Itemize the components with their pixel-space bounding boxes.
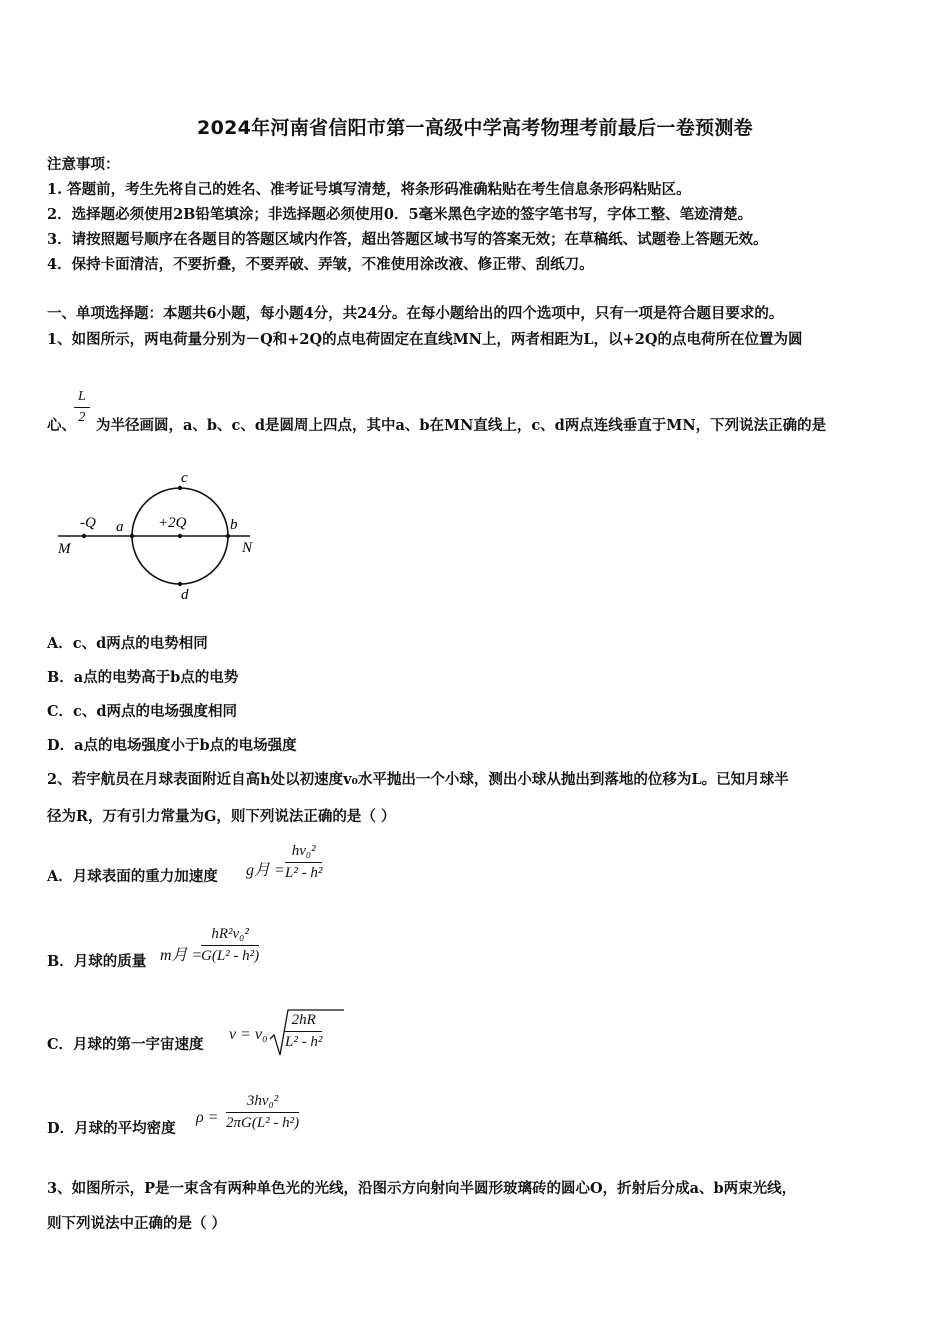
q2-option-d-fraction (226, 1093, 299, 1132)
label-n: N (242, 540, 253, 556)
q1-option-a: A．c、d两点的电势相同 (47, 635, 208, 652)
label-d: d (181, 587, 189, 603)
q1-option-c: C．c、d两点的电场强度相同 (47, 703, 238, 720)
label-m: M (58, 541, 71, 557)
q1-option-d: D．a点的电场强度小于b点的电场强度 (47, 737, 297, 754)
q2-stem-line1: 2、若宇航员在月球表面附近自高h处以初速度v₀水平抛出一个小球，测出小球从抛出到落地的位移为L。已知月球半 (47, 771, 789, 788)
section-heading: 一、单项选择题：本题共6小题，每小题4分，共24分。在每小题给出的四个选项中，只有一项是符合题目要求的。 (47, 305, 784, 322)
q2-option-c-lhs: v = v₀ (229, 1026, 268, 1043)
fraction-denominator: 2 (78, 410, 86, 425)
q2-option-b-label: B．月球的质量 (47, 953, 147, 970)
note-item: 4．保持卡面清洁，不要折叠，不要弄破、弄皱，不准使用涂改液、修正带、刮纸刀。 (47, 256, 594, 273)
q2-option-c-label: C．月球的第一宇宙速度 (47, 1036, 204, 1053)
plus-2q-charge-dot (178, 534, 182, 538)
fraction-numerator: hv₀² (285, 843, 322, 863)
label-b: b (230, 517, 238, 533)
label-c: c (181, 470, 188, 486)
q1-radius-fraction (74, 389, 90, 426)
q1-stem-line1: 1、如图所示，两电荷量分别为－Q和+2Q的点电荷固定在直线MN上，两者相距为L，以+2Q的点电荷所在位置为圆 (47, 331, 803, 348)
q1-stem-line2-prefix: 心、 (47, 417, 76, 434)
fraction-numerator: L (74, 389, 90, 408)
fraction-numerator: 2hR (285, 1012, 322, 1032)
page-title: 2024年河南省信阳市第一高级中学高考物理考前最后一卷预测卷 (197, 117, 753, 139)
point-c-dot (178, 486, 182, 490)
q1-stem-line2: 为半径画圆，a、b、c、d是圆周上四点，其中a、b在MN直线上，c、d两点连线垂直于MN，下列说法正确的是 (96, 417, 827, 434)
point-d-dot (178, 582, 182, 586)
q3-stem-line1: 3、如图所示，P是一束含有两种单色光的光线，沿图示方向射向半圆形玻璃砖的圆心O，折射后分成a、b两束光线， (47, 1180, 797, 1197)
q2-option-b-lhs: m月 = (160, 947, 203, 964)
q2-stem-line2: 径为R，万有引力常量为G，则下列说法正确的是（ ） (47, 808, 396, 825)
notes-heading: 注意事项： (47, 156, 120, 173)
q2-option-d-lhs: ρ = (196, 1109, 219, 1126)
fraction-denominator: G(L² - h²) (201, 948, 260, 964)
fraction-numerator: hR²v₀² (201, 926, 259, 946)
q3-stem-line2: 则下列说法中正确的是（ ） (47, 1215, 227, 1232)
note-item: 3．请按照题号顺序在各题目的答题区域内作答，超出答题区域书写的答案无效；在草稿纸、试题卷上答题无效。 (47, 231, 768, 248)
fraction-numerator: 3hv₀² (226, 1093, 299, 1113)
point-a-dot (130, 534, 134, 538)
fraction-denominator: L² - h² (285, 1034, 323, 1050)
q2-option-a-label: A．月球表面的重力加速度 (47, 868, 218, 885)
note-item: 1. 答题前，考生先将自己的姓名、准考证号填写清楚，将条形码准确粘贴在考生信息条形码粘贴区。 (47, 181, 691, 198)
q1-charge-circle-figure (50, 465, 280, 605)
label-a: a (116, 519, 124, 535)
note-item: 2．选择题必须使用2B铅笔填涂；非选择题必须使用0．5毫米黑色字迹的签字笔书写，字体工整、笔迹清楚。 (47, 206, 753, 223)
q2-option-b-fraction (201, 926, 259, 965)
q1-option-b: B．a点的电势高于b点的电势 (47, 669, 239, 686)
q2-option-a-lhs: g月 = (246, 862, 285, 879)
label-minus-q: -Q (80, 515, 96, 531)
point-b-dot (226, 534, 230, 538)
label-plus-2q: +2Q (158, 515, 187, 531)
q2-option-d-label: D．月球的平均密度 (47, 1120, 176, 1137)
fraction-denominator: 2πG(L² - h²) (226, 1115, 300, 1131)
q2-option-a-fraction (285, 843, 322, 882)
minus-q-charge-dot (82, 534, 86, 538)
fraction-denominator: L² - h² (285, 865, 323, 881)
q2-option-c-fraction (285, 1012, 322, 1051)
